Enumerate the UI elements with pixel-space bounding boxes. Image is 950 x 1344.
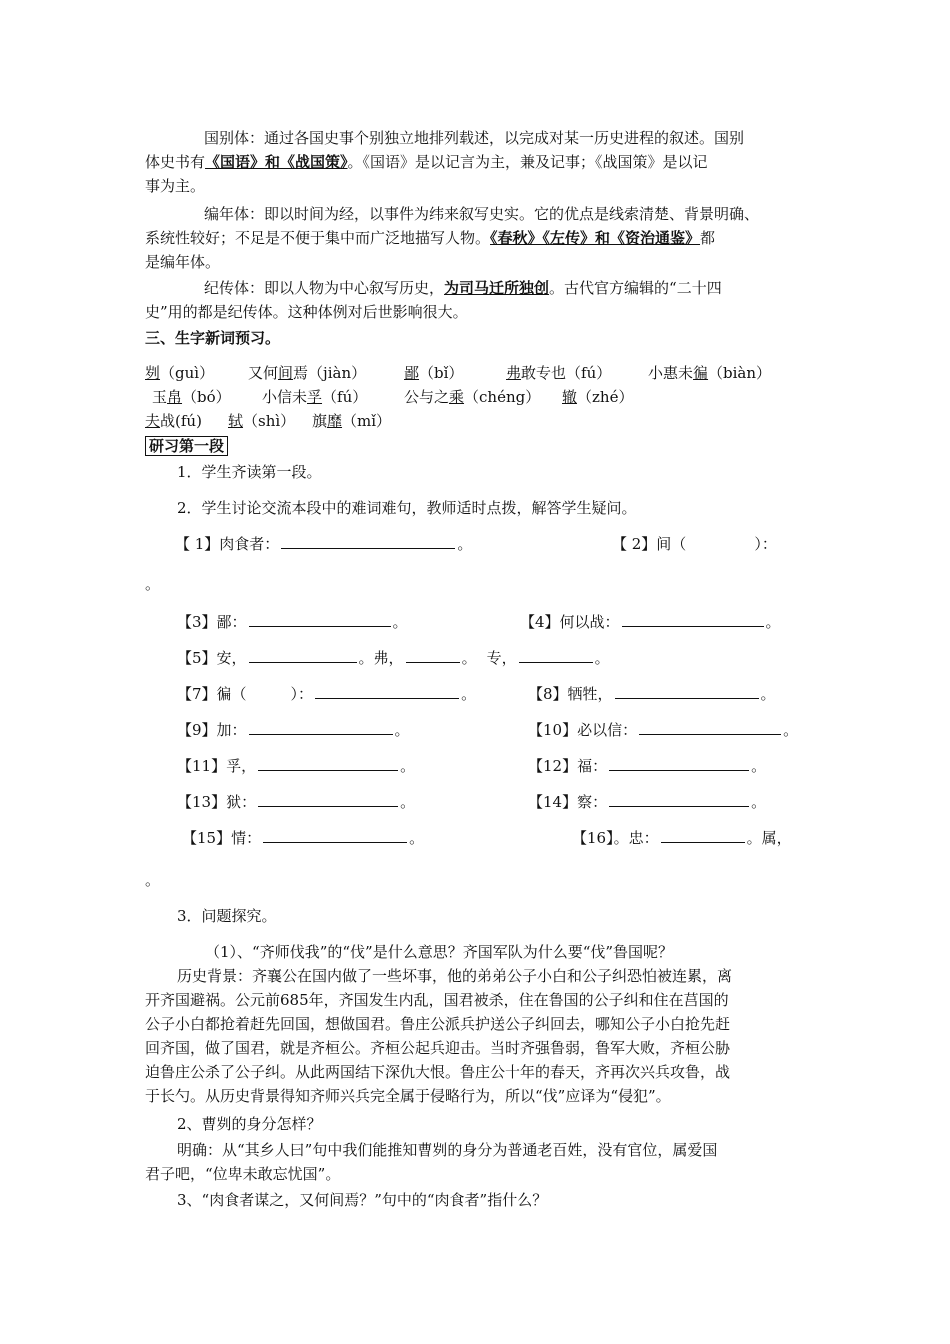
history-line: 公子小白都抢着赶先回国，想做国君。鲁庄公派兵护送公子纠回去，哪知公子小白抢先赶 (145, 1015, 731, 1033)
answer-blank[interactable] (281, 534, 455, 549)
history-line: 于长勺。从历史背景得知齐师兴兵完全属于侵略行为，所以“伐”应译为“侵犯”。 (145, 1087, 671, 1105)
answer-blank[interactable] (661, 828, 745, 843)
item-13: 【13】狱： 。 (177, 793, 416, 811)
item-3: 【3】鄙： 。 (177, 613, 408, 631)
jizhuan-line-1: 纪传体：即以人物为中心叙写历史，为司马迁所独创。古代官方编辑的“二十四 (204, 279, 722, 297)
history-line: 回齐国，做了国君，就是齐桓公。齐桓公起兵迎击。当时齐强鲁弱，鲁军大败，齐桓公胁 (145, 1039, 731, 1057)
item-1: 【 1】肉食者： 。 (175, 535, 473, 553)
item-10: 【10】必以信： 。 (528, 721, 799, 739)
answer-blank[interactable] (406, 648, 460, 663)
question-2: 2、曹刿的身分怎样？ (177, 1115, 322, 1133)
answer-blank[interactable] (258, 792, 398, 807)
vocab-item: 公与之乘（chéng） (404, 388, 541, 406)
vocab-item: 弗敢专也（fú） (506, 364, 612, 382)
item-16-continuation: 。 (145, 871, 161, 889)
study-step-2: 2．学生讨论交流本段中的难词难句，教师适时点拨，解答学生疑问。 (177, 499, 637, 517)
vocab-item: 辙（zhé） (562, 388, 634, 406)
biannian-line-3: 是编年体。 (145, 253, 221, 271)
answer-2-line: 明确：从“其乡人曰”句中我们能推知曹刿的身分为普通老百姓，没有官位，属爱国 (177, 1141, 718, 1159)
jizhuan-emphasis: 为司马迁所独创 (444, 279, 550, 297)
question-3: 3、“肉食者谋之，又何间焉？”句中的“肉食者”指什么？ (177, 1191, 548, 1209)
guobie-line-2: 体史书有《国语》和《战国策》。《国语》是以记言为主，兼及记事；《战国策》是以记 (145, 153, 708, 171)
biannian-line-2: 系统性较好；不足是不便于集中而广泛地描写人物。《春秋》《左传》和《资治通鉴》都 (145, 229, 716, 247)
vocab-item: 轼（shì） (228, 412, 296, 430)
answer-blank[interactable] (249, 720, 393, 735)
history-line: 历史背景：齐襄公在国内做了一些坏事，他的弟弟公子小白和公子纠恐怕被连累，离 (177, 967, 733, 985)
item-7: 【7】徧（ ）： 。 (177, 685, 477, 703)
item-15: 【15】情： 。 (182, 829, 425, 847)
vocab-item: 旗靡（mǐ） (312, 412, 392, 430)
vocab-item: 又何间焉（jiàn） (248, 364, 367, 382)
item-8: 【8】牺牲， 。 (528, 685, 776, 703)
answer-blank[interactable] (263, 828, 407, 843)
item-2-continuation: 。 (145, 575, 161, 593)
study-step-1: 1．学生齐读第一段。 (177, 463, 322, 481)
answer-blank[interactable] (609, 756, 749, 771)
item-12: 【12】福： 。 (528, 757, 767, 775)
item-14: 【14】察： 。 (528, 793, 767, 811)
vocab-item: 夫战(fú) (145, 412, 202, 430)
jizhuan-line-2: 史”用的都是纪传体。这种体例对后世影响很大。 (145, 303, 468, 321)
item-9: 【9】加： 。 (177, 721, 410, 739)
answer-blank[interactable] (622, 612, 764, 627)
item-11: 【11】孚， 。 (177, 757, 416, 775)
guobie-line-3: 事为主。 (145, 177, 206, 195)
history-line: 迫鲁庄公杀了公子纠。从此两国结下深仇大恨。鲁庄公十年的春天，齐再次兴兵攻鲁，战 (145, 1063, 731, 1081)
item-4: 【4】何以战： 。 (520, 613, 781, 631)
history-line: 开齐国避祸。公元前685年，齐国发生内乱，国君被杀，住在鲁国的公子纠和住在莒国的 (145, 991, 729, 1009)
answer-blank[interactable] (258, 756, 398, 771)
answer-blank[interactable] (609, 792, 749, 807)
vocab-item: 鄙（bǐ） (404, 364, 464, 382)
item-2: 【 2】间（ ）： (612, 535, 777, 553)
answer-blank[interactable] (315, 684, 459, 699)
answer-blank[interactable] (615, 684, 759, 699)
guobie-line-1: 国别体：通过各国史事个别独立地排列载述，以完成对某一历史进程的叙述。国别 (204, 129, 745, 147)
answer-blank[interactable] (639, 720, 781, 735)
guobie-books-emphasis: 《国语》和《战国策》 (205, 153, 348, 171)
answer-blank[interactable] (249, 648, 357, 663)
answer-2-line: 君子吧，“位卑未敢忘忧国”。 (145, 1165, 341, 1183)
question-1: （1）、“齐师伐我”的“伐”是什么意思？齐国军队为什么要“伐”鲁国呢？ (205, 943, 674, 961)
item-5: 【5】安， 。弗， 。 专， 。 (177, 649, 610, 667)
vocab-item: 玉帛（bó） (152, 388, 231, 406)
vocab-item: 小信未孚（fú） (262, 388, 368, 406)
item-16: 【16】。忠： 。属， (572, 829, 792, 847)
study-title: 研习第一段 (145, 435, 228, 457)
inquiry-title: 3．问题探究。 (177, 907, 277, 925)
answer-blank[interactable] (519, 648, 593, 663)
biannian-line-1: 编年体：即以时间为经，以事件为纬来叙写史实。它的优点是线索清楚、背景明确、 (204, 205, 760, 223)
vocab-item: 小惠未徧（biàn） (648, 364, 772, 382)
section-3-title: 三、生字新词预习。 (145, 329, 281, 347)
answer-blank[interactable] (249, 612, 391, 627)
vocab-item: 刿（guì） (145, 364, 215, 382)
biannian-books-emphasis: 《春秋》《左传》和《资治通鉴》 (490, 229, 701, 247)
